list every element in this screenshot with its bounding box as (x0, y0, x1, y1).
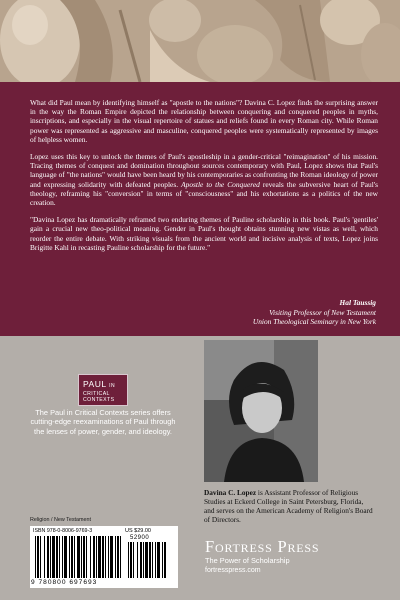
endorser-title: Visiting Professor of New Testament (269, 307, 376, 317)
isbn-barcode (35, 536, 121, 578)
endorser-institution: Union Theological Seminary in New York (252, 317, 376, 326)
book-category: Religion / New Testament (30, 517, 92, 523)
publisher-name: Fortress Press (205, 537, 320, 556)
publisher-tagline: The Power of Scholarship (205, 556, 290, 565)
price-label: US $29.00 (125, 528, 151, 534)
publisher-website: fortresspress.com (205, 567, 261, 574)
endorsement-attribution (253, 298, 376, 327)
endorser-name: Hal Taussig (339, 298, 376, 307)
author-name: Davina C. Lopez (204, 488, 257, 497)
author-photo (204, 340, 318, 482)
relief-sculpture-image (0, 0, 400, 82)
series-logo: PAUL IN CRITICAL CONTEXTS (78, 374, 128, 406)
book-title-italic: Apostle to the Conquered (181, 179, 260, 189)
barcode-digits: 9 780800 697693 (31, 579, 98, 586)
relief-sculpture-art (0, 0, 400, 82)
author-bio: Davina C. Lopez is Assistant Professor of Religious Studies at Eckerd College in Saint Petersburg, Florida, and serves on the American Academy of Religion's Board of Directors. (204, 488, 373, 524)
book-description (30, 98, 378, 260)
endorsement-quote: "Davina Lopez has dramatically reframed two enduring themes of Pauline scholarship in this book. Paul's 'gentiles' gain a crucial new theo-political meaning. Gender in Paul's thought obtains stunning new vistas as well, which reorder the entire debate. With striking visuals from the ancient world and incisive analysis of texts, Lopez joins Brigitte Kahl in recasting Pauline scholarship for the future." (30, 215, 378, 252)
price-addon-digits: 52900 (130, 535, 150, 541)
description-paragraph-1: What did Paul mean by identifying himself as "apostle to the nations"? Davina C. Lopez finds the surprising answer in the way the Roman Empire depicted the relationship between conquering and conquered peoples in myths, inscriptions, and especially in the visual repertoire of statues and reliefs found in every Roman city. While Roman power was represented as aggressive and masculine, conquered peoples were systematically represented by images of helpless women. (30, 98, 378, 144)
price-barcode (128, 542, 166, 578)
description-paragraph-2: Lopez uses this key to unlock the themes of Paul's apostleship in a gender-critical "reimagination" of his mission. Tracing themes of conquest and domination throughout sources contemporary with Paul, Lopez shows that Paul's language of "the nations" would have been heard by his contemporaries as confronting the Roman ideology of power and expressing solidarity with defeated peoples. Apostle to the Conquered reveals the subversive heart of Paul's theology, reframing his "conversion" in terms of "consciousness" and his exhortations as a politics of the new creation. (30, 152, 378, 208)
isbn-label: ISBN 978-0-8006-9769-3 (33, 528, 93, 534)
series-description: The Paul in Critical Contexts series offers cutting-edge reexaminations of Paul through the lenses of power, gender, and ideology. (30, 408, 176, 436)
barcode-block (30, 526, 178, 588)
